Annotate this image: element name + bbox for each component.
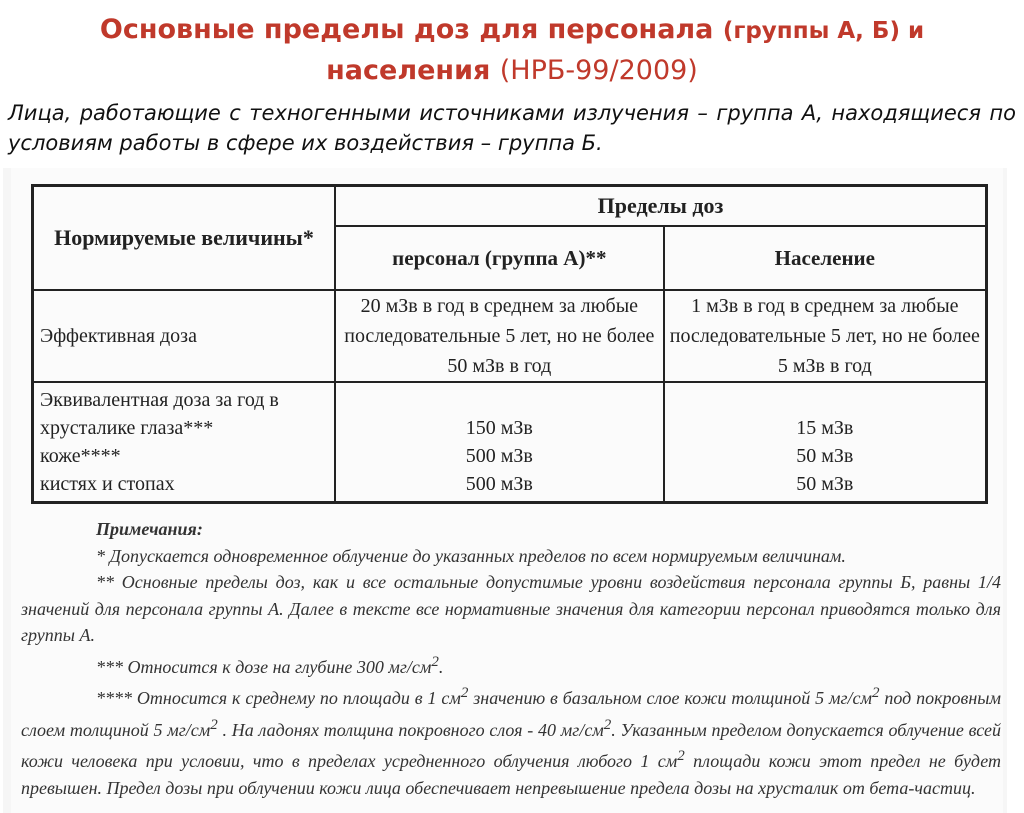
skin-label: коже**** — [40, 445, 121, 467]
hands-feet-population: 50 мЗв — [796, 473, 854, 495]
note-4-a: **** Относится к среднему по площади в 1 см — [96, 688, 461, 708]
superscript: 2 — [603, 716, 612, 733]
header-dose-limits: Пределы доз — [335, 186, 987, 227]
scan-page — [11, 168, 1003, 813]
effective-dose-label: Эффективная доза — [33, 290, 336, 382]
note-4-d: . На ладонях толщина покровного слоя - 40 мг/см — [217, 719, 604, 740]
superscript: 2 — [431, 653, 439, 670]
title-line-1 — [0, 10, 1024, 51]
title-groups: (группы А, Б) и — [722, 18, 925, 44]
note-4-e: . Указанным пределом допускается облучение всей кожи человека при условии, что в пределах усредненного облучения любого 1 см — [21, 719, 1001, 771]
title-line-2 — [0, 51, 1024, 91]
effective-dose-personnel: 20 мЗв в год в среднем за любые последовательные 5 лет, но не более 50 мЗв в год — [335, 290, 664, 382]
superscript: 2 — [872, 685, 880, 701]
equivalent-dose-label — [33, 382, 336, 503]
note-3 — [21, 649, 1001, 681]
note-4 — [21, 680, 1001, 801]
header-personnel: персонал (группа А)** — [335, 226, 664, 290]
note-4-f: площади кожи этот предел не будет превышен. Предел дозы при облучении кожи лица обеспечивает непревышение предела дозы на хрусталик от бета-частиц. — [21, 751, 1001, 798]
superscript: 2 — [210, 716, 218, 733]
slide-title — [0, 10, 1024, 91]
effective-dose-population: 1 мЗв в год в среднем за любые последовательные 5 лет, но не более 5 мЗв в год — [664, 290, 987, 382]
intro-text: Лица, работающие с техногенными источниками излучения – группа А, находящиеся по условиям работы в сфере их воздействия – группа Б. — [8, 101, 1016, 155]
note-3-end: . — [438, 656, 444, 677]
scanned-document — [3, 168, 1007, 813]
equivalent-dose-personnel — [335, 382, 664, 503]
table-row — [33, 382, 987, 503]
note-3-text: *** Относится к дозе на глубине 300 мг/см — [96, 656, 432, 677]
eye-lens-personnel: 150 мЗв — [465, 417, 533, 439]
note-4-c: под покровным слоем толщиной 5 мг/см — [21, 688, 1001, 740]
title-population: населения — [326, 55, 491, 86]
skin-personnel: 500 мЗв — [465, 445, 533, 467]
note-4-b: значению в базальном слое кожи толщиной 5 мг/см — [468, 688, 872, 708]
note-1: * Допускается одновременное облучение до указанных пределов по всем нормируемым величинам. — [96, 545, 846, 566]
superscript: 2 — [460, 685, 469, 701]
equivalent-dose-population — [664, 382, 987, 503]
header-population: Население — [664, 226, 987, 290]
notes-heading: Примечания: — [96, 519, 203, 539]
hands-feet-personnel: 500 мЗв — [465, 473, 533, 495]
skin-population: 50 мЗв — [796, 445, 854, 467]
note-2: ** Основные пределы доз, как и все остальные допустимые уровни воздействия персонала группы Б, равны 1/4 значений для персонала группы А. Далее в тексте все нормативные значения для категории персонал приводятся только для группы А. — [21, 572, 1001, 645]
title-main: Основные пределы доз для персонала — [99, 14, 714, 45]
dose-limits-table — [31, 184, 988, 504]
title-norm-ref: (НРБ-99/2009) — [499, 55, 698, 86]
notes — [21, 516, 1001, 801]
table-row — [33, 290, 987, 382]
header-norm-quantities: Нормируемые величины* — [33, 186, 336, 291]
equivalent-dose-intro: Эквивалентная доза за год в — [40, 389, 279, 411]
eye-lens-label: хрусталике глаза*** — [40, 417, 214, 439]
superscript: 2 — [677, 748, 685, 764]
eye-lens-population: 15 мЗв — [796, 417, 854, 439]
hands-feet-label: кистях и стопах — [40, 473, 175, 495]
